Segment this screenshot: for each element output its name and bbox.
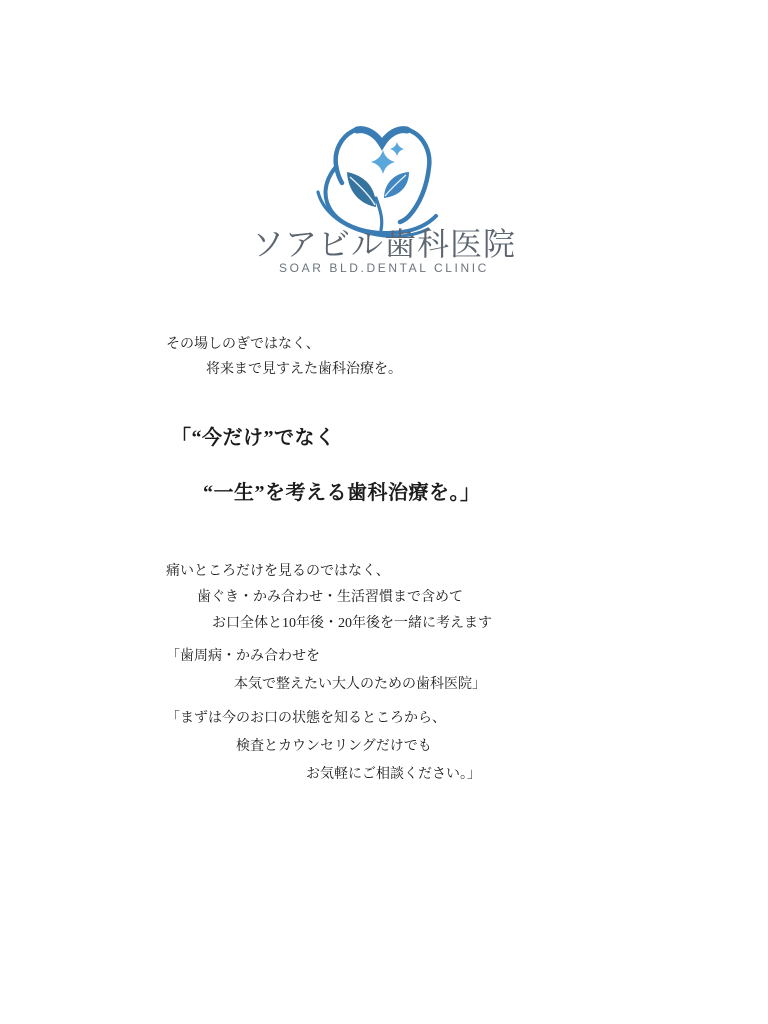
sparkle-small-icon <box>390 142 404 156</box>
concept-line-2: 本気で整えたい大人のための歯科医院」 <box>234 677 486 692</box>
concept-text-block <box>166 643 486 699</box>
concept-line-1: 「歯周病・かみ合わせを <box>166 649 320 664</box>
philosophy-line-1: 痛いところだけを見るのではなく、 <box>166 564 390 579</box>
philosophy-line-2: 歯ぐき・かみ合わせ・生活習慣まで含めて <box>197 590 463 605</box>
clinic-name-japanese: ソアビル歯科医院 <box>251 226 516 262</box>
philosophy-text-block <box>166 559 492 637</box>
invitation-line-3: お気軽にご相談ください。」 <box>306 767 481 782</box>
headline-line-1: 「“今だけ”でなく <box>171 427 336 449</box>
headline-text-block <box>171 411 481 521</box>
headline-line-2: “一生”を考える歯科治療を。」 <box>203 482 481 504</box>
clinic-name-english: SOAR BLD.DENTAL CLINIC <box>279 261 489 275</box>
philosophy-line-3: お口全体と10年後・20年後を一緒に考えます <box>212 616 492 631</box>
invitation-text-block <box>166 705 481 789</box>
invitation-line-2: 検査とカウンセリングだけでも <box>236 739 432 754</box>
leaf-left-icon <box>347 172 376 207</box>
intro-text-block <box>166 332 402 382</box>
tooth-crown-top <box>357 130 407 144</box>
intro-line-2: 将来まで見すえた歯科治療を。 <box>206 362 402 377</box>
sparkle-large-icon <box>371 150 395 174</box>
intro-line-1: その場しのぎではなく、 <box>166 337 320 352</box>
invitation-line-1: 「まずは今のお口の状態を知るところから、 <box>166 711 446 726</box>
